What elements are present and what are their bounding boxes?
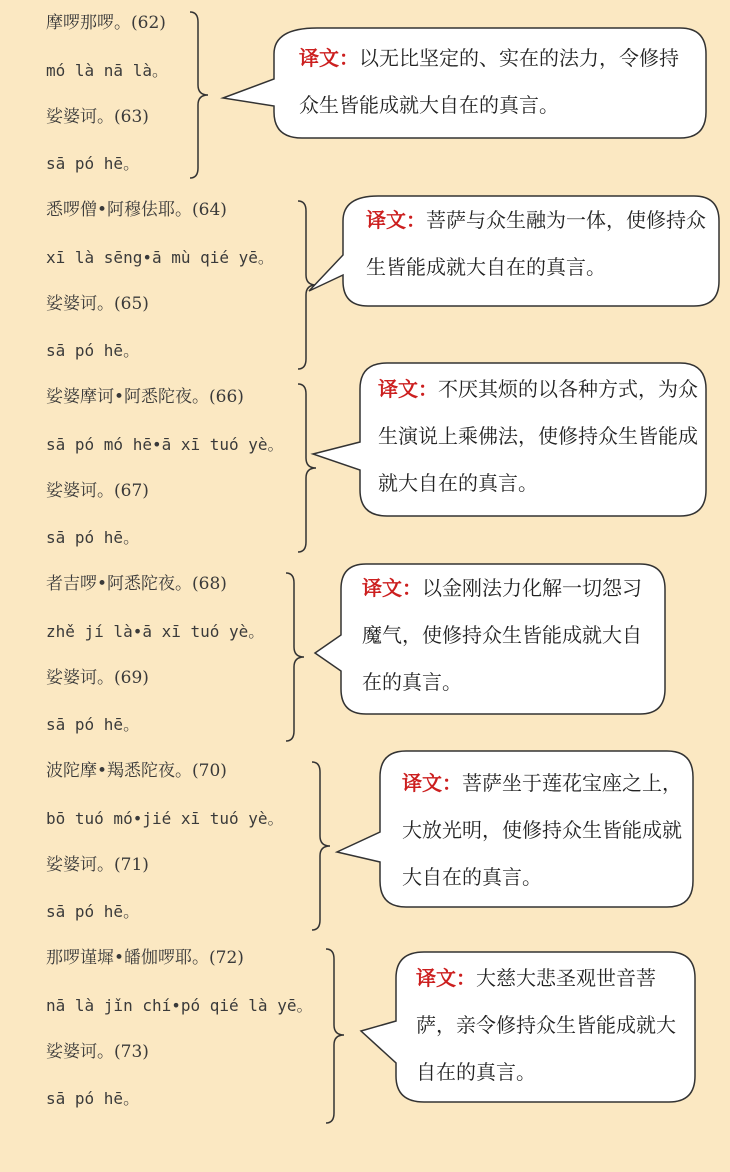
translation-body: 菩萨与众生融为一体，使修持众生皆能成就大自在的真言。 — [366, 208, 706, 279]
translation-bubble — [360, 951, 696, 1103]
translation-bubble — [314, 563, 666, 715]
translation-body: 大慈大悲圣观世音菩萨，亲令修持众生皆能成就大自在的真言。 — [416, 966, 676, 1084]
label-colon: ： — [418, 377, 438, 401]
pinyin-line: sā pó hē。 — [46, 341, 140, 360]
translation-label: 译文 — [299, 46, 339, 70]
verse-line: 那啰谨墀•皤伽啰耶。(72) — [46, 948, 244, 968]
verse-line: 娑婆诃。(73) — [46, 1042, 149, 1062]
label-colon: ： — [339, 46, 359, 70]
verse-section — [0, 748, 730, 935]
verse-line: 悉啰僧•阿穆佉耶。(64) — [46, 200, 227, 220]
curly-brace — [284, 571, 308, 743]
verse-line: 娑婆诃。(65) — [46, 294, 149, 314]
label-colon: ： — [456, 966, 476, 990]
verse-section — [0, 0, 730, 187]
translation-body: 以无比坚定的、实在的法力，令修持众生皆能成就大自在的真言。 — [299, 46, 679, 117]
verse-line: 波陀摩•羯悉陀夜。(70) — [46, 761, 227, 781]
verse-section — [0, 374, 730, 561]
pinyin-line: bō tuó mó•jié xī tuó yè。 — [46, 809, 284, 828]
verse-section — [0, 561, 730, 748]
translation-label: 译文 — [378, 377, 418, 401]
verse-section — [0, 935, 730, 1135]
verse-line: 娑婆摩诃•阿悉陀夜。(66) — [46, 387, 244, 407]
translation-body: 以金刚法力化解一切怨习魔气，使修持众生皆能成就大自在的真言。 — [362, 576, 642, 694]
pinyin-line: sā pó hē。 — [46, 715, 140, 734]
translation-bubble — [336, 750, 694, 908]
label-colon: ： — [442, 771, 462, 795]
translation-text — [402, 760, 682, 901]
pinyin-line: sā pó hē。 — [46, 902, 140, 921]
translation-bubble — [312, 362, 707, 517]
translation-label: 译文 — [366, 208, 406, 232]
pinyin-line: mó là nā là。 — [46, 61, 168, 80]
translation-label: 译文 — [362, 576, 402, 600]
pinyin-line: sā pó hē。 — [46, 1089, 140, 1108]
pinyin-line: sā pó hē。 — [46, 154, 140, 173]
verse-line: 摩啰那啰。(62) — [46, 13, 166, 33]
verse-line: 娑婆诃。(71) — [46, 855, 149, 875]
verse-line: 娑婆诃。(69) — [46, 668, 149, 688]
verse-section — [0, 187, 730, 374]
verse-line: 娑婆诃。(67) — [46, 481, 149, 501]
pinyin-line: zhě jí là•ā xī tuó yè。 — [46, 622, 265, 641]
pinyin-line: sā pó mó hē•ā xī tuó yè。 — [46, 435, 284, 454]
translation-bubble — [222, 27, 707, 139]
translation-label: 译文 — [402, 771, 442, 795]
translation-body: 不厌其烦的以各种方式，为众生演说上乘佛法，使修持众生皆能成就大自在的真言。 — [378, 377, 698, 495]
verse-line: 娑婆诃。(63) — [46, 107, 149, 127]
verse-line: 者吉啰•阿悉陀夜。(68) — [46, 574, 227, 594]
label-colon: ： — [402, 576, 422, 600]
curly-brace — [324, 947, 348, 1125]
pinyin-line: xī là sēng•ā mù qié yē。 — [46, 248, 274, 267]
translation-text — [299, 35, 681, 129]
translation-text — [416, 955, 678, 1096]
pinyin-line: sā pó hē。 — [46, 528, 140, 547]
translation-text — [362, 565, 652, 706]
translation-text — [378, 366, 700, 507]
translation-bubble — [308, 195, 720, 307]
translation-text — [366, 197, 706, 291]
curly-brace — [188, 10, 212, 180]
translation-label: 译文 — [416, 966, 456, 990]
curly-brace — [310, 760, 334, 932]
pinyin-line: nā là jǐn chí•pó qié là yē。 — [46, 996, 313, 1015]
translation-body: 菩萨坐于莲花宝座之上，大放光明，使修持众生皆能成就大自在的真言。 — [402, 771, 682, 889]
label-colon: ： — [406, 208, 426, 232]
